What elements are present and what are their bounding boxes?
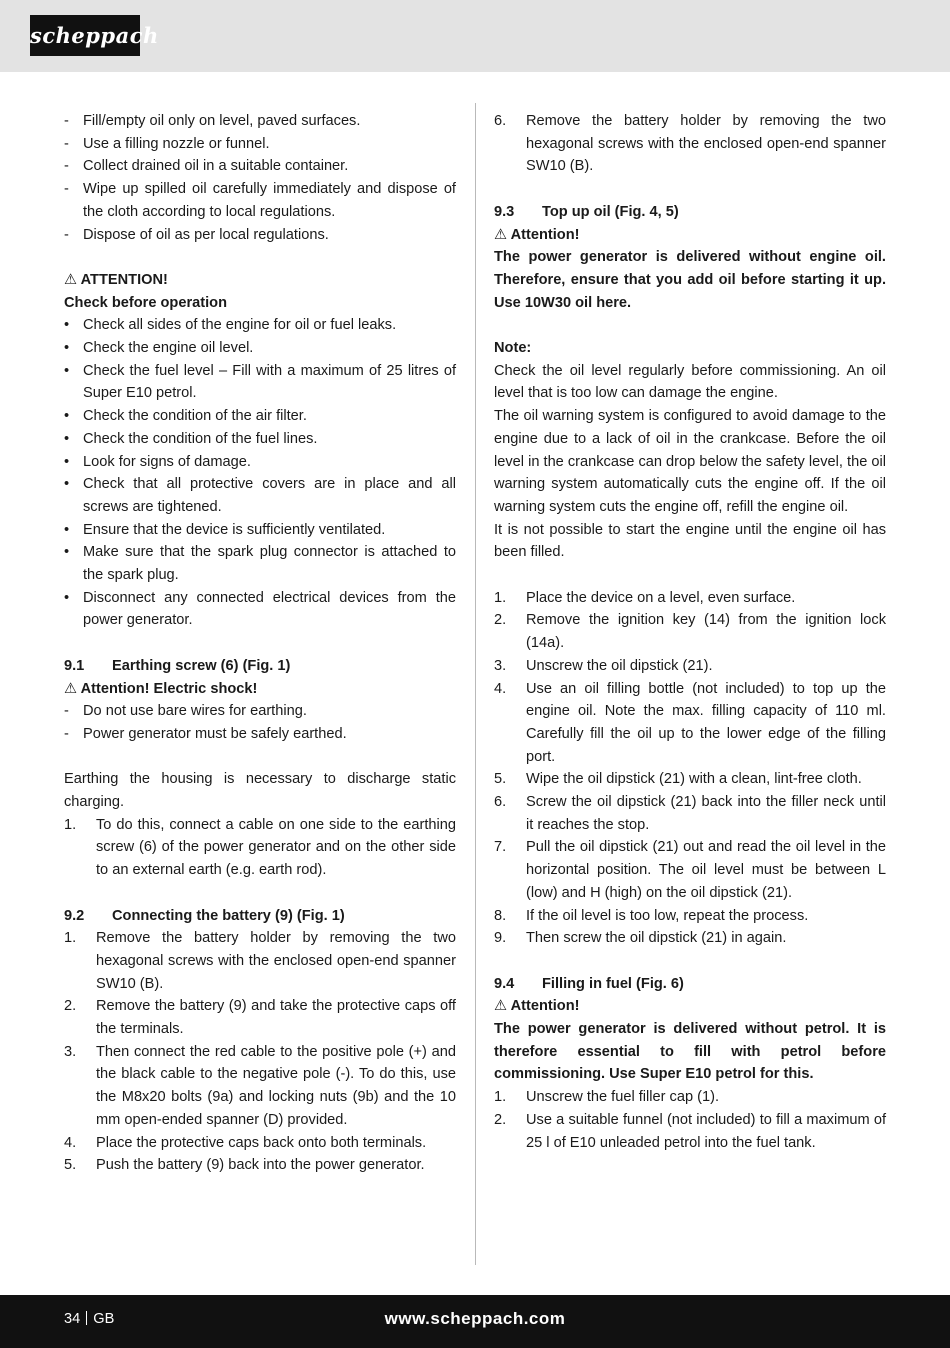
- website-url: www.scheppach.com: [384, 1309, 566, 1328]
- list-item: 2. Use a suitable funnel (not included) to fill a maximum of 25 l of E10 unleaded petrol into the fuel tank.: [494, 1111, 886, 1151]
- note-label: Note:: [494, 340, 532, 356]
- section-heading-9-3: 9.3 Top up oil (Fig. 4, 5): [494, 203, 679, 220]
- list-item: 2. Remove the ignition key (14) from the ignition lock (14a).: [494, 612, 886, 652]
- list-item: • Make sure that the spark plug connector is attached to the spark plug.: [64, 544, 456, 584]
- list-item: - Use a filling nozzle or funnel.: [64, 135, 270, 152]
- warning-text: The power generator is delivered without petrol. It is therefore essential to fill with petrol before commissioning. Use Super E10 petrol for this.: [494, 1021, 886, 1083]
- paragraph: The oil warning system is configured to avoid damage to the engine due to a lack of oil in the crankcase. Before the oil level in the crankcase can drop below the safety level, the oil warning system automatically cuts the engine off. If the oil warning system cuts the engine off, refill the engine oil.: [494, 408, 886, 515]
- list-item: - Dispose of oil as per local regulations.: [64, 226, 329, 243]
- scheppach-logo: scheppach: [30, 15, 140, 56]
- list-item: 1. To do this, connect a cable on one side to the earthing screw (6) of the power generator and on the other side to an external earth (e.g. earth rod).: [64, 816, 456, 879]
- page-header: [0, 0, 950, 72]
- list-item: 4. Place the protective caps back onto both terminals.: [64, 1134, 427, 1151]
- right-column: [494, 110, 886, 1154]
- list-item: 3. Then connect the red cable to the positive pole (+) and the black cable to the negative pole (-). To do this, use the M8x20 bolts (9a) and locking nuts (9b) and the 10 mm open-ended spanner (D) provided.: [64, 1043, 456, 1128]
- page-number: 34 GB: [64, 1311, 115, 1327]
- list-item: - Collect drained oil in a suitable container.: [64, 158, 349, 175]
- attention-warning: ⚠ Attention!: [494, 226, 580, 243]
- list-item: 3. Unscrew the oil dipstick (21).: [494, 657, 713, 674]
- attention-warning: ⚠ Attention! Electric shock!: [64, 680, 258, 697]
- list-item: • Ensure that the device is sufficiently ventilated.: [64, 521, 386, 538]
- page-footer: [0, 1295, 950, 1348]
- column-divider: [475, 103, 476, 1265]
- list-item: 4. Use an oil filling bottle (not included) to top up the engine oil. Note the max. filling capacity of 110 ml. Carefully fill the oil up to the lower edge of the filling port.: [494, 680, 886, 765]
- paragraph: Check the oil level regularly before commissioning. An oil level that is too low can damage the engine.: [494, 362, 886, 402]
- list-item: • Check the fuel level – Fill with a maximum of 25 litres of Super E10 petrol.: [64, 362, 456, 402]
- section-heading-9-2: 9.2 Connecting the battery (9) (Fig. 1): [64, 907, 345, 924]
- list-item: - Wipe up spilled oil carefully immediately and dispose of the cloth according to local regulations.: [64, 181, 456, 220]
- list-item: 5. Wipe the oil dipstick (21) with a clean, lint-free cloth.: [494, 771, 862, 788]
- paragraph: Earthing the housing is necessary to discharge static charging.: [64, 771, 456, 811]
- warning-text: The power generator is delivered without engine oil. Therefore, ensure that you add oil before starting it up. Use 10W30 oil here.: [494, 249, 886, 311]
- list-item: - Do not use bare wires for earthing.: [64, 703, 307, 720]
- list-item: 6. Screw the oil dipstick (21) back into the filler neck until it reaches the stop.: [494, 794, 886, 833]
- paragraph: It is not possible to start the engine until the engine oil has been filled.: [494, 521, 886, 561]
- list-item: 7. Pull the oil dipstick (21) out and read the oil level in the horizontal position. The oil level must be between L (low) and H (high) on the oil dipstick (21).: [494, 839, 886, 901]
- list-item: 1. Remove the battery holder by removing the two hexagonal screws with the enclosed open-end spanner SW10 (B).: [64, 930, 456, 992]
- list-item: • Check the engine oil level.: [64, 340, 254, 357]
- list-item: 9. Then screw the oil dipstick (21) in again.: [494, 930, 787, 947]
- list-item: • Check the condition of the air filter.: [64, 408, 307, 425]
- list-item: 5. Push the battery (9) back into the power generator.: [64, 1157, 425, 1174]
- list-item: • Look for signs of damage.: [64, 453, 251, 470]
- list-item: 1. Place the device on a level, even surface.: [494, 589, 796, 606]
- attention-warning: ⚠ Attention!: [494, 998, 580, 1015]
- list-item: • Check the condition of the fuel lines.: [64, 430, 318, 447]
- section-heading-9-4: 9.4 Filling in fuel (Fig. 6): [494, 975, 684, 992]
- section-heading-9-1: 9.1 Earthing screw (6) (Fig. 1): [64, 657, 291, 674]
- check-title: Check before operation: [64, 294, 227, 311]
- list-item: • Check that all protective covers are in place and all screws are tightened.: [64, 476, 456, 515]
- list-item: 6. Remove the battery holder by removing the two hexagonal screws with the enclosed open-end spanner SW10 (B).: [494, 113, 886, 175]
- list-item: 2. Remove the battery (9) and take the protective caps off the terminals.: [64, 998, 456, 1038]
- list-item: 1. Unscrew the fuel filler cap (1).: [494, 1089, 720, 1106]
- list-item: - Fill/empty oil only on level, paved surfaces.: [64, 113, 361, 129]
- list-item: - Power generator must be safely earthed.: [64, 725, 347, 742]
- list-item: 8. If the oil level is too low, repeat the process.: [494, 907, 809, 924]
- left-column: [64, 110, 456, 1177]
- attention-warning: ⚠ ATTENTION!: [64, 271, 168, 288]
- list-item: • Disconnect any connected electrical devices from the power generator.: [64, 589, 456, 629]
- list-item: • Check all sides of the engine for oil or fuel leaks.: [64, 317, 397, 334]
